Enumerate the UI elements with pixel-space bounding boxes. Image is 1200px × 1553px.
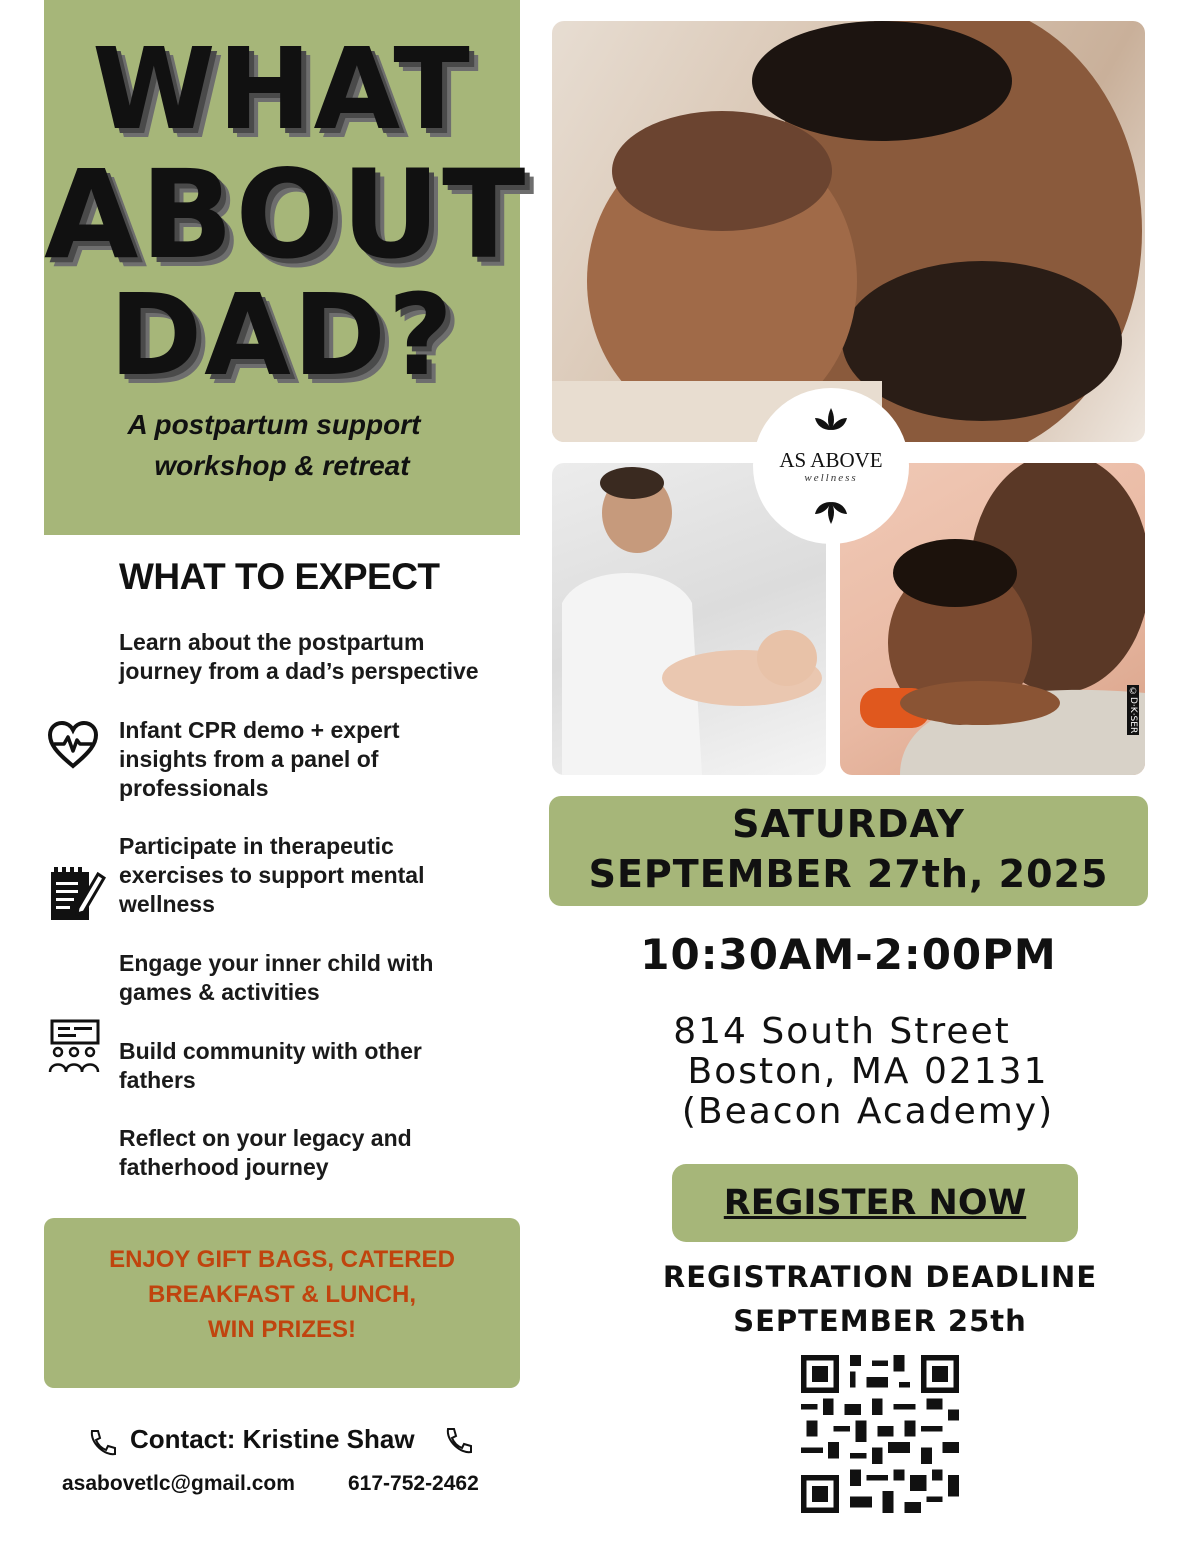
expect-item-legacy: Reflect on your legacy and fatherhood journey [119,1125,412,1180]
address-line-3: (Beacon Academy) [681,1091,1055,1132]
contact-name: Contact: Kristine Shaw [130,1424,415,1454]
register-now-button[interactable]: REGISTER NOW [672,1164,1078,1242]
expect-item-community: Build community with other fathers [119,1038,422,1093]
phone-chat-icon [86,1427,118,1459]
subtitle-line-2: workshop & retreat [154,450,410,481]
expect-item-learn: Learn about the postpartum journey from a dad’s perspective [119,629,479,684]
photo-credit: ©D·K·SER [1128,686,1138,733]
subtitle-line-1: A postpartum support [127,409,421,440]
event-date-box [549,796,1148,906]
group-presentation-icon [46,1018,102,1074]
deadline-line-1: REGISTRATION DEADLINE [662,1260,1098,1294]
logo [753,388,909,544]
event-day: SATURDAY [732,802,965,846]
title-line-1: WHAT [92,25,472,155]
contact-email[interactable]: asabovetlc@gmail.com [62,1472,295,1495]
perk-line-2: BREAKFAST & LUNCH, [148,1281,416,1308]
event-date: SEPTEMBER 27th, 2025 [588,852,1109,896]
expect-item-therapeutic: Participate in therapeutic exercises to support mental wellness [119,833,425,917]
perks-box [44,1218,520,1388]
title-line-2: ABOUT [44,144,528,286]
contact-phone[interactable]: 617-752-2462 [348,1472,479,1495]
title-line-3: DAD? [109,271,455,401]
expect-item-inner-child: Engage your inner child with games & activities [119,950,434,1005]
deadline-line-2: SEPTEMBER 25th [733,1304,1027,1338]
logo-name: AS ABOVE [779,448,883,472]
address-line-2: Boston, MA 02131 [687,1051,1049,1092]
lotus-icon [811,406,851,444]
expect-heading: WHAT TO EXPECT [119,556,440,597]
registration-qr-code[interactable] [800,1355,960,1513]
logo-tagline: wellness [804,472,858,484]
lotus-icon [811,488,851,526]
expect-item-cpr: Infant CPR demo + expert insights from a panel of professionals [119,717,400,801]
perk-line-1: ENJOY GIFT BAGS, CATERED [109,1246,455,1273]
event-time: 10:30AM-2:00PM [640,930,1057,979]
address-line-1: 814 South Street [673,1011,1011,1052]
notepad-pencil-icon [48,864,106,922]
heart-pulse-icon [46,720,100,770]
photo-father-baby-closeup [552,21,1145,442]
phone-chat-icon [442,1425,474,1457]
perk-line-3: WIN PRIZES! [208,1316,356,1343]
title-banner [44,0,528,535]
